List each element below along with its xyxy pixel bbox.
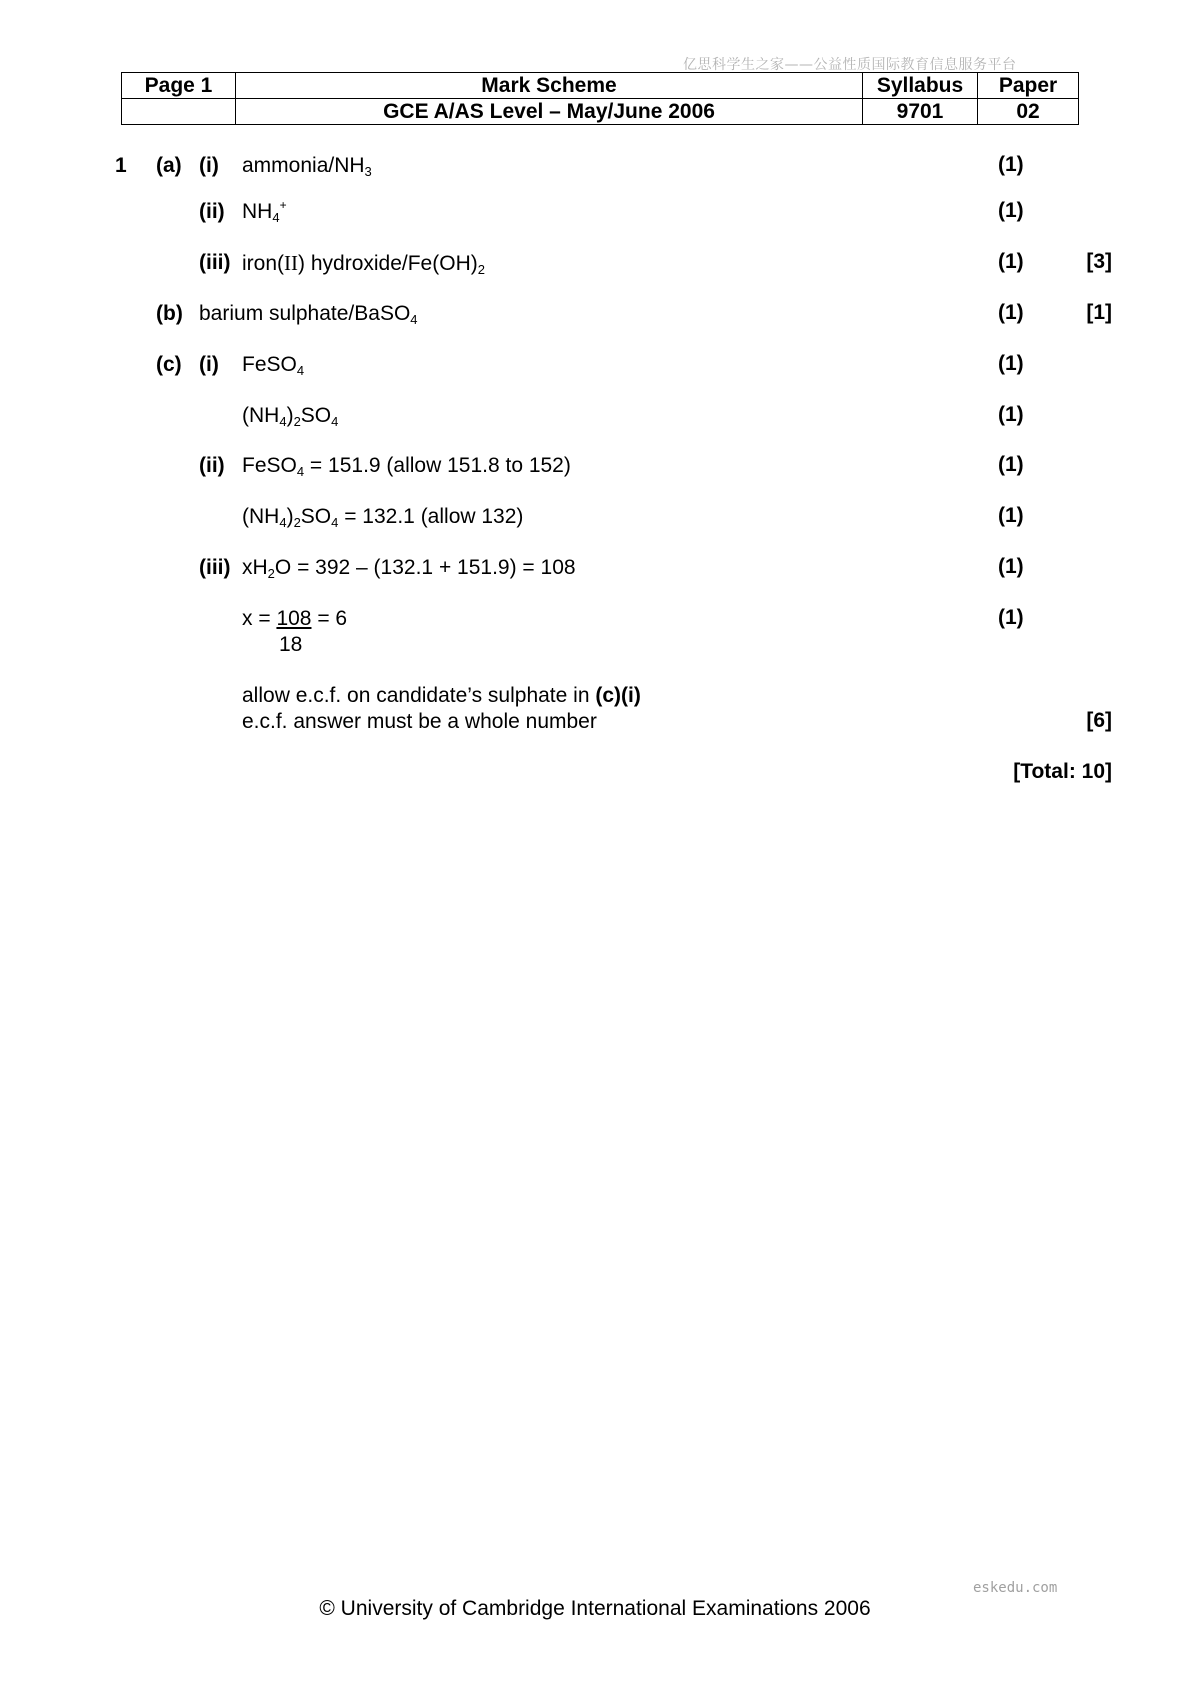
question-number: 1 xyxy=(115,154,127,177)
grand-total: [Total: 10] xyxy=(1013,760,1112,783)
subscript: 4 xyxy=(279,414,287,429)
mark-a-i: (1) xyxy=(998,153,1024,176)
answer-text: SO xyxy=(300,404,332,427)
answer-c-iii-line1 xyxy=(242,555,576,581)
superscript: + xyxy=(279,198,287,212)
subscript: 4 xyxy=(331,515,339,530)
answer-c-ii-line2 xyxy=(242,504,523,530)
mark-c-i-2: (1) xyxy=(998,403,1024,426)
roman-numeral: II xyxy=(284,251,299,275)
header-empty-cell xyxy=(122,99,236,125)
part-a-label: (a) xyxy=(156,154,182,177)
answer-text: = 132.1 (allow 132) xyxy=(338,505,524,528)
answer-a-iii xyxy=(242,250,485,277)
part-c-i-label: (i) xyxy=(199,353,219,376)
part-c-ii-label: (ii) xyxy=(199,454,225,477)
answer-text: xH xyxy=(242,556,268,579)
answer-c-i-line2 xyxy=(242,403,338,429)
subscript: 2 xyxy=(477,262,485,277)
answer-text: x = xyxy=(242,607,277,630)
answer-text: = 6 xyxy=(311,607,348,630)
header-paper-value: 02 xyxy=(978,99,1079,125)
header-row-2 xyxy=(122,99,1079,125)
answer-text: ) xyxy=(286,404,294,427)
answer-c-iii-line2 xyxy=(242,606,347,632)
answer-text: ) hydroxide/Fe(OH) xyxy=(298,252,478,275)
header-syllabus-label: Syllabus xyxy=(863,73,978,99)
answer-c-ii-line1 xyxy=(242,453,571,479)
mark-c-iii-1: (1) xyxy=(998,555,1024,578)
mark-a-ii: (1) xyxy=(998,199,1024,222)
note-reference: (c)(i) xyxy=(595,684,641,707)
mark-a-iii: (1) xyxy=(998,250,1024,273)
subscript: 2 xyxy=(293,515,301,530)
note-ecf-1 xyxy=(242,683,641,709)
answer-a-i xyxy=(242,153,372,179)
header-page: Page 1 xyxy=(122,73,236,99)
part-b-label: (b) xyxy=(156,302,183,325)
answer-text: barium sulphate/BaSO xyxy=(199,302,411,325)
fraction-denominator: 18 xyxy=(279,633,303,656)
fraction-numerator: 108 xyxy=(276,607,312,630)
answer-text: (NH xyxy=(242,404,280,427)
part-a-i-label: (i) xyxy=(199,154,219,177)
answer-text: ammonia/NH xyxy=(242,154,365,177)
header-exam: GCE A/AS Level – May/June 2006 xyxy=(236,99,863,125)
subscript: 2 xyxy=(267,566,275,581)
part-c-label: (c) xyxy=(156,353,182,376)
answer-text: ) xyxy=(286,505,294,528)
total-a: [3] xyxy=(1086,250,1112,273)
header-paper-label: Paper xyxy=(978,73,1079,99)
header-syllabus-value: 9701 xyxy=(863,99,978,125)
subscript: 4 xyxy=(279,515,287,530)
watermark-bottom: eskedu.com xyxy=(973,1580,1058,1596)
header-title: Mark Scheme xyxy=(236,73,863,99)
answer-text: = 151.9 (allow 151.8 to 152) xyxy=(304,454,571,477)
answer-text: FeSO xyxy=(242,353,297,376)
part-c-iii-label: (iii) xyxy=(199,556,231,579)
answer-text: NH xyxy=(242,200,273,223)
subscript: 4 xyxy=(410,312,418,327)
subscript: 4 xyxy=(296,363,305,378)
part-a-ii-label: (ii) xyxy=(199,200,225,223)
subscript: 4 xyxy=(296,464,305,479)
answer-a-ii xyxy=(242,199,287,225)
answer-b xyxy=(199,301,418,327)
mark-b: (1) xyxy=(998,301,1024,324)
mark-c-iii-2: (1) xyxy=(998,606,1024,629)
answer-text: iron( xyxy=(242,252,285,275)
mark-c-ii-1: (1) xyxy=(998,453,1024,476)
answer-text: (NH xyxy=(242,505,280,528)
note-text: allow e.c.f. on candidate’s sulphate in xyxy=(242,684,596,707)
subscript: 4 xyxy=(331,414,339,429)
note-ecf-2: e.c.f. answer must be a whole number xyxy=(242,710,597,733)
header-row-1 xyxy=(122,73,1079,99)
subscript: 3 xyxy=(364,164,372,179)
subscript: 2 xyxy=(293,414,301,429)
mark-c-ii-2: (1) xyxy=(998,504,1024,527)
answer-c-i-line1 xyxy=(242,352,304,378)
watermark-top: 亿思科学生之家——公益性质国际教育信息服务平台 xyxy=(683,57,1017,73)
answer-text: SO xyxy=(300,505,332,528)
header-table xyxy=(121,72,1079,125)
mark-c-i-1: (1) xyxy=(998,352,1024,375)
total-b: [1] xyxy=(1086,301,1112,324)
part-a-iii-label: (iii) xyxy=(199,251,231,274)
answer-text: O = 392 – (132.1 + 151.9) = 108 xyxy=(274,556,576,579)
subscript: 4 xyxy=(272,210,280,225)
copyright-footer: © University of Cambridge International Examinations 2006 xyxy=(319,1597,871,1620)
total-c: [6] xyxy=(1086,709,1112,732)
answer-text: FeSO xyxy=(242,454,297,477)
